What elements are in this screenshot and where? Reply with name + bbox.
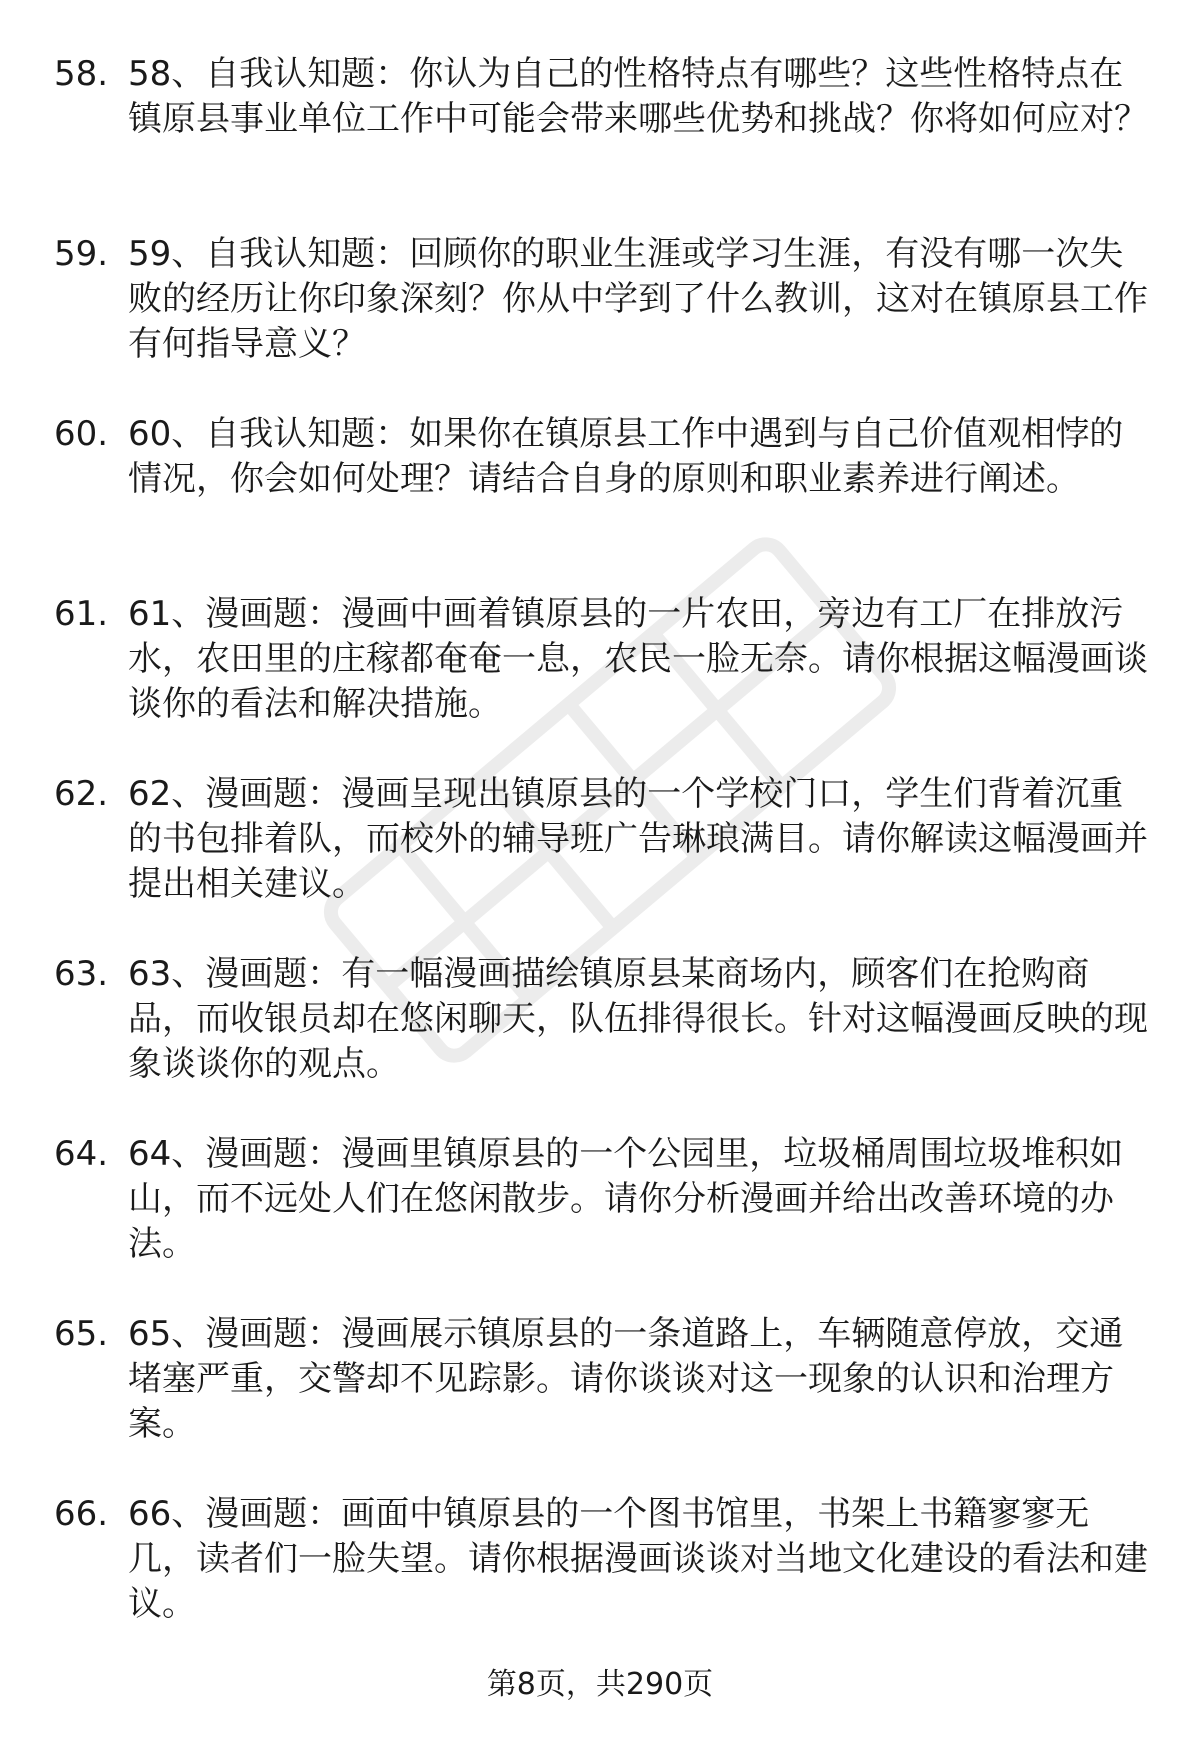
item-number: 64. [54, 1134, 109, 1174]
item-number: 62. [54, 774, 109, 814]
list-item [0, 232, 1200, 412]
item-text: 63、漫画题：有一幅漫画描绘镇原县某商场内，顾客们在抢购商品，而收银员却在悠闲聊天，队伍排得很长。针对这幅漫画反映的现象谈谈你的观点。 [128, 954, 1148, 1084]
item-number: 58. [54, 54, 109, 94]
item-number: 61. [54, 594, 109, 634]
item-number: 65. [54, 1314, 109, 1354]
item-text: 62、漫画题：漫画呈现出镇原县的一个学校门口，学生们背着沉重的书包排着队，而校外的辅导班广告琳琅满目。请你解读这幅漫画并提出相关建议。 [128, 774, 1148, 904]
list-item [0, 1132, 1200, 1312]
question-list [0, 52, 1200, 1672]
item-number: 66. [54, 1494, 109, 1534]
item-number: 60. [54, 414, 109, 454]
list-item [0, 592, 1200, 772]
list-item [0, 1492, 1200, 1672]
list-item [0, 412, 1200, 592]
item-number: 59. [54, 234, 109, 274]
list-item [0, 52, 1200, 232]
page-footer: 第8页，共290页 [486, 1667, 714, 1702]
list-item [0, 1312, 1200, 1492]
list-item [0, 952, 1200, 1132]
list-item [0, 772, 1200, 952]
item-text: 65、漫画题：漫画展示镇原县的一条道路上，车辆随意停放，交通堵塞严重，交警却不见踪影。请你谈谈对这一现象的认识和治理方案。 [128, 1314, 1124, 1444]
item-text: 64、漫画题：漫画里镇原县的一个公园里，垃圾桶周围垃圾堆积如山，而不远处人们在悠闲散步。请你分析漫画并给出改善环境的办法。 [128, 1134, 1124, 1264]
item-text: 59、自我认知题：回顾你的职业生涯或学习生涯，有没有哪一次失败的经历让你印象深刻？你从中学到了什么教训，这对在镇原县工作有何指导意义？ [128, 234, 1148, 364]
item-text: 60、自我认知题：如果你在镇原县工作中遇到与自己价值观相悖的情况，你会如何处理？请结合自身的原则和职业素养进行阐述。 [128, 414, 1124, 499]
item-text: 66、漫画题：画面中镇原县的一个图书馆里，书架上书籍寥寥无几，读者们一脸失望。请你根据漫画谈谈对当地文化建设的看法和建议。 [128, 1494, 1148, 1624]
item-text: 58、自我认知题：你认为自己的性格特点有哪些？这些性格特点在镇原县事业单位工作中可能会带来哪些优势和挑战？你将如何应对？ [128, 54, 1148, 139]
item-number: 63. [54, 954, 109, 994]
item-text: 61、漫画题：漫画中画着镇原县的一片农田，旁边有工厂在排放污水，农田里的庄稼都奄奄一息，农民一脸无奈。请你根据这幅漫画谈谈你的看法和解决措施。 [128, 594, 1148, 724]
